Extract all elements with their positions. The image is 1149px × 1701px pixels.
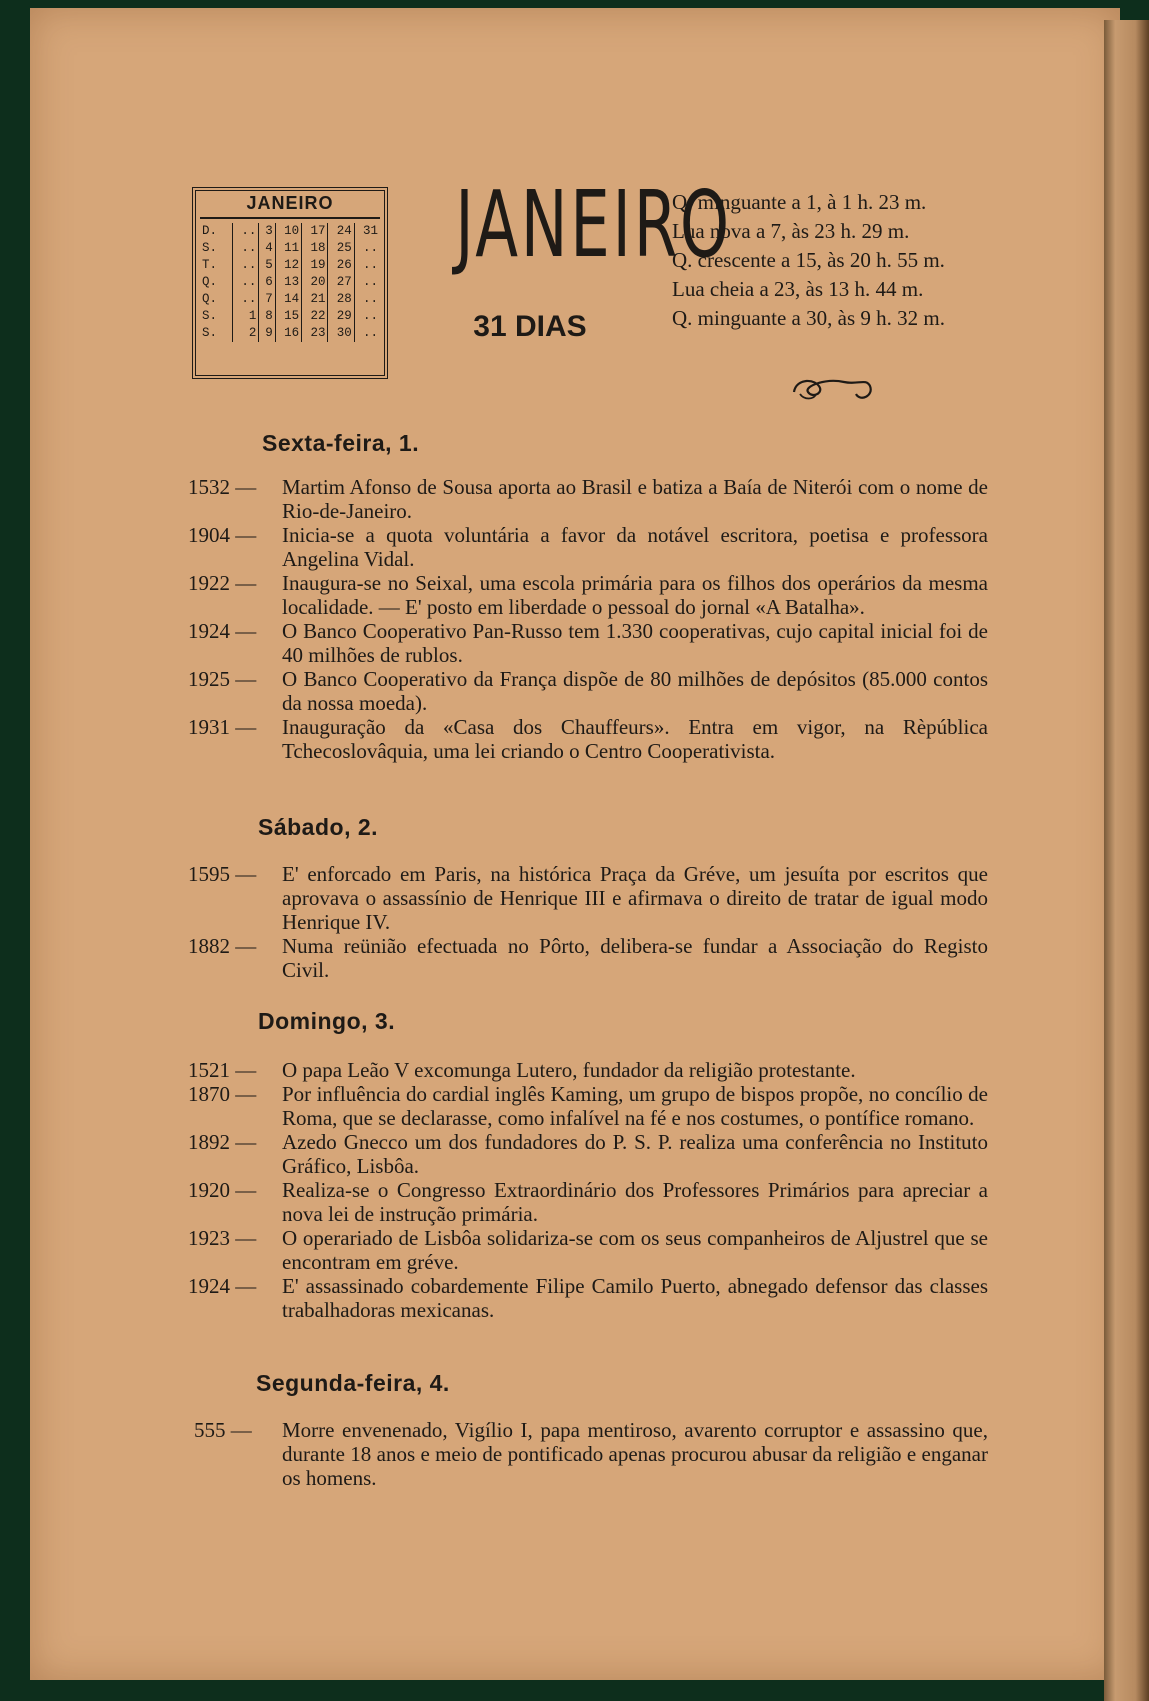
calendar-cell: 19 [302, 257, 328, 274]
event-entry [188, 1130, 988, 1178]
calendar-cell: 27 [328, 274, 354, 291]
calendar-cell: 4 [259, 240, 275, 257]
event-text: Por influência do cardial inglês Kaming, um grupo de bispos propõe, no concílio de Roma, que se declarasse, como infalível na fé e nos costumes, o pontífice romano. [282, 1082, 988, 1130]
event-text: O operariado de Lisbôa solidariza-se com os seus companheiros de Aljustrel que se encontram em gréve. [282, 1226, 988, 1274]
calendar-cell: .. [233, 257, 259, 274]
calendar-cell: 21 [302, 291, 328, 308]
event-year: 1595 — [188, 862, 257, 886]
event-year: 1521 — [188, 1058, 257, 1082]
event-text: Martim Afonso de Sousa aporta ao Brasil e batiza a Baía de Niterói com o nome de Rio-de-Janeiro. [282, 475, 988, 523]
day-events-list [188, 862, 988, 982]
event-entry [188, 475, 988, 523]
event-text: Azedo Gnecco um dos fundadores do P. S. P. realiza uma conferência no Instituto Gráfico, Lisbôa. [282, 1130, 988, 1178]
weekday-label: D. [200, 223, 233, 240]
event-text: Realiza-se o Congresso Extraordinário dos Professores Primários para apreciar a nova lei de instrução primária. [282, 1178, 988, 1226]
month-title: JANEIRO [455, 171, 732, 278]
event-text: O Banco Cooperativo Pan-Russo tem 1.330 cooperativas, cujo capital inicial foi de 40 milhões de rublos. [282, 619, 988, 667]
calendar-cell: .. [233, 274, 259, 291]
calendar-cell: 3 [259, 223, 275, 240]
day-events-list [188, 1058, 988, 1322]
moon-phase-line: Q. minguante a 1, à 1 h. 23 m. [672, 190, 927, 214]
event-entry [188, 862, 988, 934]
mini-calendar-row [200, 223, 380, 240]
event-year: 1532 — [188, 475, 257, 499]
calendar-cell: 31 [362, 224, 378, 238]
mini-calendar-row [200, 325, 380, 342]
calendar-cell: 13 [275, 274, 301, 291]
moon-phase-line: Lua nova a 7, às 23 h. 29 m. [672, 219, 910, 243]
event-entry [188, 1178, 988, 1226]
event-year: 1920 — [188, 1178, 257, 1202]
calendar-cell: .. [233, 240, 259, 257]
mini-calendar-row [200, 257, 380, 274]
weekday-label: Q. [200, 291, 233, 308]
calendar-cell: .. [362, 309, 378, 323]
event-entry [188, 1082, 988, 1130]
event-text: Inicia-se a quota voluntária a favor da notável escritora, poetisa e professora Angelina Vidal. [282, 523, 988, 571]
calendar-cell: 28 [328, 291, 354, 308]
event-text: Inauguração da «Casa dos Chauffeurs». Entra em vigor, na Rèpública Tchecoslovâquia, uma lei criando o Centro Cooperativista. [282, 715, 988, 763]
calendar-cell: 17 [302, 223, 328, 240]
calendar-cell: 22 [302, 308, 328, 325]
day-heading: Segunda-feira, 4. [256, 1370, 450, 1396]
mini-calendar-row [200, 274, 380, 291]
calendar-cell: 25 [328, 240, 354, 257]
event-year: 1925 — [188, 667, 257, 691]
event-year: 1931 — [188, 715, 257, 739]
event-year: 555 — [194, 1418, 252, 1442]
event-text: E' assassinado cobardemente Filipe Camilo Puerto, abnegado defensor das classes trabalhadoras mexicanas. [282, 1274, 988, 1322]
moon-phase-line: Q. minguante a 30, às 9 h. 32 m. [672, 306, 945, 330]
event-entry [188, 1058, 988, 1082]
day-events-list [188, 1418, 988, 1490]
event-text: Inaugura-se no Seixal, uma escola primária para os filhos dos operários da mesma localidade. — E' posto em liberdade o pessoal do jornal «A Batalha». [282, 571, 988, 619]
calendar-cell: 1 [233, 308, 259, 325]
event-year: 1924 — [188, 1274, 257, 1298]
mini-calendar-grid [200, 223, 380, 342]
moon-phase-line: Lua cheia a 23, às 13 h. 44 m. [672, 277, 924, 301]
calendar-cell: 18 [302, 240, 328, 257]
calendar-cell: 14 [275, 291, 301, 308]
event-entry [188, 619, 988, 667]
weekday-label: S. [200, 325, 233, 342]
event-year: 1923 — [188, 1226, 257, 1250]
calendar-cell: .. [362, 275, 378, 289]
weekday-label: S. [200, 240, 233, 257]
event-text: E' enforcado em Paris, na histórica Praça da Gréve, um jesuíta por escritos que aprovava o assassínio de Henrique III e afirmava o direito de tratar de igual modo Henrique IV. [282, 862, 988, 934]
ornament-icon [786, 372, 882, 406]
calendar-cell: .. [362, 258, 378, 272]
calendar-cell: 6 [259, 274, 275, 291]
mini-calendar-row [200, 240, 380, 257]
calendar-cell: 9 [259, 325, 275, 342]
event-year: 1922 — [188, 571, 257, 595]
calendar-cell: 2 [233, 325, 259, 342]
calendar-cell: 24 [328, 223, 354, 240]
event-entry [188, 1418, 988, 1490]
mini-calendar-row [200, 291, 380, 308]
day-events-list [188, 475, 988, 763]
weekday-label: T. [200, 257, 233, 274]
calendar-cell: 10 [275, 223, 301, 240]
event-entry [188, 715, 988, 763]
event-year: 1924 — [188, 619, 257, 643]
event-entry [188, 1226, 988, 1274]
event-entry [188, 667, 988, 715]
event-text: Morre envenenado, Vigílio I, papa mentiroso, avarento corruptor e assassino que, durante 18 anos e meio de pontificado apenas procurou abusar da religião e enganar os homens. [282, 1418, 988, 1490]
moon-phases [672, 188, 1012, 333]
event-year: 1870 — [188, 1082, 257, 1106]
weekday-label: S. [200, 308, 233, 325]
event-text: O Banco Cooperativo da França dispõe de 80 milhões de depósitos (85.000 contos da nossa moeda). [282, 667, 988, 715]
day-heading: Domingo, 3. [258, 1008, 396, 1034]
event-entry [188, 934, 988, 982]
event-entry [188, 1274, 988, 1322]
event-text: O papa Leão V excomunga Lutero, fundador da religião protestante. [282, 1058, 856, 1082]
calendar-cell: 26 [328, 257, 354, 274]
calendar-cell: 12 [275, 257, 301, 274]
calendar-cell: .. [233, 223, 259, 240]
day-heading: Sexta-feira, 1. [262, 430, 420, 456]
day-heading: Sábado, 2. [258, 814, 379, 840]
month-day-count: 31 DIAS [473, 310, 587, 343]
event-entry [188, 571, 988, 619]
mini-calendar [192, 187, 388, 379]
event-year: 1882 — [188, 934, 257, 958]
calendar-cell: .. [362, 326, 378, 340]
calendar-cell: .. [233, 291, 259, 308]
calendar-cell: 29 [328, 308, 354, 325]
mini-calendar-row [200, 308, 380, 325]
event-entry [188, 523, 988, 571]
calendar-cell: 16 [275, 325, 301, 342]
weekday-label: Q. [200, 274, 233, 291]
calendar-cell: .. [362, 241, 378, 255]
event-text: Numa reünião efectuada no Pôrto, delibera-se fundar a Associação do Registo Civil. [282, 934, 988, 982]
calendar-cell: 23 [302, 325, 328, 342]
calendar-cell: 15 [275, 308, 301, 325]
mini-calendar-title: JANEIRO [200, 193, 380, 219]
moon-phase-line: Q. crescente a 15, às 20 h. 55 m. [672, 248, 945, 272]
calendar-cell: 20 [302, 274, 328, 291]
calendar-cell: 7 [259, 291, 275, 308]
calendar-cell: 5 [259, 257, 275, 274]
calendar-cell: 11 [275, 240, 301, 257]
event-year: 1892 — [188, 1130, 257, 1154]
calendar-cell: 8 [259, 308, 275, 325]
calendar-cell: .. [362, 292, 378, 306]
calendar-cell: 30 [328, 325, 354, 342]
event-year: 1904 — [188, 523, 257, 547]
book-spine [1104, 20, 1149, 1701]
